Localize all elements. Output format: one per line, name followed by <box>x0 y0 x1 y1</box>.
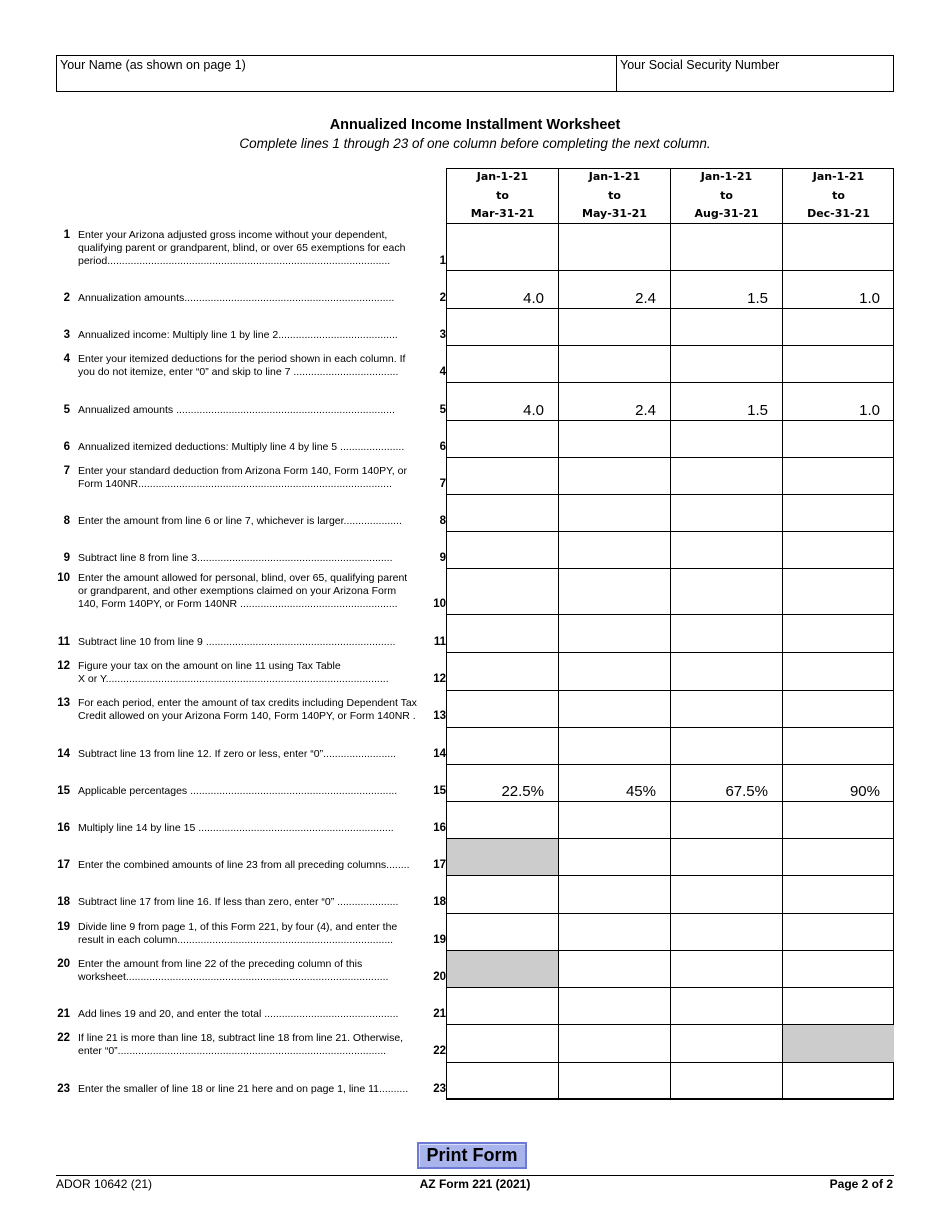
line-description-text: X or Y................................................................................................. <box>78 673 389 685</box>
line-number: 21 <box>57 1008 70 1020</box>
line-number: 14 <box>57 748 70 760</box>
line-description <box>78 1032 426 1058</box>
line-description-text: Enter the smaller of line 18 or line 21 here and on page 1, line 11.......... <box>78 1083 409 1095</box>
line-number: 1 <box>63 229 70 241</box>
worksheet-subtitle: Complete lines 1 through 23 of one column before completing the next column. <box>239 136 711 151</box>
line-19-column-1-cell[interactable] <box>447 914 558 950</box>
line-15-preset-value: 22.5% <box>501 783 544 800</box>
line-description-text: enter “0”............................................................................................ <box>78 1045 387 1057</box>
line-16-input[interactable] <box>671 802 782 838</box>
line-7-input[interactable] <box>559 458 670 494</box>
line-description-text: Subtract line 17 from line 16. If less than zero, enter “0” ..................... <box>78 896 399 908</box>
column-4-end: Dec-31-21 <box>807 207 870 220</box>
line-3-input[interactable] <box>447 309 558 345</box>
line-9-column-4-cell[interactable] <box>783 532 894 568</box>
line-description <box>78 229 426 268</box>
footer-form-name: AZ Form 221 (2021) <box>419 1177 531 1191</box>
line-14-column-1-cell[interactable] <box>447 728 558 764</box>
line-18-column-3-cell[interactable] <box>671 876 782 913</box>
line-number: 7 <box>63 465 70 477</box>
line-7-column-4-cell[interactable] <box>783 458 894 494</box>
line-18-input[interactable] <box>671 876 782 913</box>
line-1-column-2-cell[interactable] <box>559 224 670 270</box>
line-9-input[interactable] <box>671 532 782 568</box>
line-description <box>78 353 426 379</box>
line-16-column-4-cell[interactable] <box>783 802 894 838</box>
line-number: 15 <box>57 785 70 797</box>
line-1-input[interactable] <box>559 224 670 270</box>
line-description-text: or grandparent, and other exemptions claimed on your Arizona Form <box>78 585 397 597</box>
line-number: 8 <box>63 515 70 527</box>
line-18-input[interactable] <box>559 876 670 913</box>
line-3-column-4-cell[interactable] <box>783 309 894 345</box>
line-14-column-4-cell[interactable] <box>783 728 894 764</box>
line-description-text: Annualized itemized deductions: Multiply line 4 by line 5 ...................... <box>78 441 405 453</box>
line-20-input[interactable] <box>559 951 670 987</box>
line-17-column-1-cell <box>447 839 558 875</box>
line-description <box>78 515 426 528</box>
line-19-column-3-cell[interactable] <box>671 914 782 950</box>
line-description-text: Annualized income: Multiply line 1 by line 2......................................... <box>78 329 398 341</box>
line-13-column-4-cell[interactable] <box>783 691 894 727</box>
line-12-column-1-cell[interactable] <box>447 653 558 690</box>
line-14-column-2-cell[interactable] <box>559 728 670 764</box>
line-3-column-2-cell[interactable] <box>559 309 670 345</box>
line-19-column-4-cell[interactable] <box>783 914 894 950</box>
line-13-input[interactable] <box>559 691 670 727</box>
line-description-text: Multiply line 14 by line 15 ................................................................... <box>78 822 394 834</box>
line-23-column-2-cell[interactable] <box>559 1063 670 1099</box>
column-1-start: Jan-1-21 <box>476 170 529 183</box>
line-11-input[interactable] <box>671 615 782 652</box>
line-13-input[interactable] <box>783 691 894 727</box>
column-2-start: Jan-1-21 <box>588 170 641 183</box>
line-7-input[interactable] <box>447 458 558 494</box>
line-number: 12 <box>57 660 70 672</box>
line-19-column-2-cell[interactable] <box>559 914 670 950</box>
line-1-column-1-cell[interactable] <box>447 224 558 270</box>
line-13-column-2-cell[interactable] <box>559 691 670 727</box>
line-23-column-3-cell[interactable] <box>671 1063 782 1099</box>
column-1-to: to <box>496 188 509 202</box>
line-description <box>78 822 426 835</box>
line-description <box>78 329 426 342</box>
line-3-column-3-cell[interactable] <box>671 309 782 345</box>
line-3-column-1-cell[interactable] <box>447 309 558 345</box>
line-10-column-4-cell[interactable] <box>783 569 894 614</box>
line-12-column-4-cell[interactable] <box>783 653 894 690</box>
line-14-input[interactable] <box>447 728 558 764</box>
column-4-to: to <box>832 188 845 202</box>
line-23-input[interactable] <box>447 1063 558 1099</box>
column-3-end: Aug-31-21 <box>694 207 759 220</box>
line-reference-number: 5 <box>439 404 446 416</box>
line-11-input[interactable] <box>447 615 558 652</box>
line-description <box>78 748 426 761</box>
line-number: 6 <box>63 441 70 453</box>
line-16-input[interactable] <box>559 802 670 838</box>
line-23-column-4-cell[interactable] <box>783 1063 894 1099</box>
line-description-text: Credit allowed on your Arizona Form 140, Form 140PY, or Form 140NR . <box>78 710 416 722</box>
line-number: 23 <box>57 1083 70 1095</box>
line-15-preset-value: 90% <box>849 783 880 800</box>
line-number: 22 <box>57 1032 70 1044</box>
line-5-preset-value: 1.0 <box>859 402 880 419</box>
line-8-column-4-cell[interactable] <box>783 495 894 531</box>
line-number: 5 <box>63 404 70 416</box>
line-reference-number: 15 <box>433 785 446 797</box>
ssn-label: Your Social Security Number <box>620 58 780 72</box>
line-21-input[interactable] <box>559 988 670 1024</box>
line-description <box>78 465 426 491</box>
line-description <box>78 697 426 723</box>
line-23-column-1-cell[interactable] <box>447 1063 558 1099</box>
line-number: 20 <box>57 958 70 970</box>
line-description-text: Enter your itemized deductions for the period shown in each column. If <box>78 353 406 365</box>
line-6-column-3-cell[interactable] <box>671 421 782 457</box>
line-11-column-4-cell[interactable] <box>783 615 894 652</box>
line-7-input[interactable] <box>783 458 894 494</box>
line-description-text: worksheet.......................................................................................... <box>78 971 389 983</box>
line-4-input[interactable] <box>447 346 558 382</box>
line-21-input[interactable] <box>671 988 782 1024</box>
line-description <box>78 441 426 454</box>
line-1-input[interactable] <box>671 224 782 270</box>
line-17-column-2-cell[interactable] <box>559 839 670 875</box>
line-10-column-1-cell[interactable] <box>447 569 558 614</box>
line-number: 10 <box>57 572 70 584</box>
line-description-text: Enter the combined amounts of line 23 from all preceding columns........ <box>78 859 410 871</box>
line-8-column-3-cell[interactable] <box>671 495 782 531</box>
line-9-input[interactable] <box>559 532 670 568</box>
line-12-input[interactable] <box>783 653 894 690</box>
line-10-column-2-cell[interactable] <box>559 569 670 614</box>
line-10-input[interactable] <box>559 569 670 614</box>
line-description-text: qualifying parent or grandparent, blind, or over 65 exemptions for each <box>78 242 406 254</box>
line-22-input[interactable] <box>447 1025 558 1062</box>
column-1-end: Mar-31-21 <box>470 207 535 220</box>
line-6-input[interactable] <box>559 421 670 457</box>
line-13-column-3-cell[interactable] <box>671 691 782 727</box>
line-16-column-3-cell[interactable] <box>671 802 782 838</box>
line-7-column-3-cell[interactable] <box>671 458 782 494</box>
line-10-input[interactable] <box>783 569 894 614</box>
line-10-input[interactable] <box>671 569 782 614</box>
line-10-input[interactable] <box>447 569 558 614</box>
line-16-input[interactable] <box>783 802 894 838</box>
name-input[interactable] <box>60 73 613 90</box>
line-22-input[interactable] <box>671 1025 782 1062</box>
line-reference-number: 23 <box>433 1083 446 1095</box>
column-3-start: Jan-1-21 <box>700 170 753 183</box>
column-3-to: to <box>720 188 733 202</box>
line-17-input[interactable] <box>559 839 670 875</box>
line-4-column-3-cell[interactable] <box>671 346 782 382</box>
header-boxes <box>56 55 894 92</box>
footer-rule <box>56 1175 894 1176</box>
line-description-text: Enter your Arizona adjusted gross income without your dependent, <box>78 229 388 241</box>
line-number: 19 <box>57 921 70 933</box>
line-17-input[interactable] <box>783 839 894 875</box>
line-3-input[interactable] <box>559 309 670 345</box>
line-13-input[interactable] <box>447 691 558 727</box>
line-reference-number: 12 <box>433 673 446 685</box>
line-description <box>78 1008 426 1021</box>
line-reference-number: 22 <box>433 1045 446 1057</box>
line-number: 2 <box>63 292 70 304</box>
line-description-text: If line 21 is more than line 18, subtract line 18 from line 21. Otherwise, <box>78 1032 404 1044</box>
line-reference-number: 1 <box>439 255 446 267</box>
line-21-input[interactable] <box>783 988 894 1024</box>
line-description <box>78 552 426 565</box>
line-description-text: Subtract line 13 from line 12. If zero or less, enter “0”......................... <box>78 748 397 760</box>
line-11-input[interactable] <box>783 615 894 652</box>
line-description-text: Subtract line 8 from line 3................................................................... <box>78 552 393 564</box>
line-16-column-1-cell[interactable] <box>447 802 558 838</box>
line-number: 13 <box>57 697 70 709</box>
line-6-input[interactable] <box>671 421 782 457</box>
line-18-input[interactable] <box>447 876 558 913</box>
line-6-input[interactable] <box>447 421 558 457</box>
line-21-column-2-cell[interactable] <box>559 988 670 1024</box>
line-number: 18 <box>57 896 70 908</box>
line-22-column-2-cell[interactable] <box>559 1025 670 1062</box>
line-9-input[interactable] <box>447 532 558 568</box>
row-divider <box>446 1099 894 1100</box>
line-description <box>78 785 426 798</box>
line-9-input[interactable] <box>783 532 894 568</box>
line-20-input[interactable] <box>783 951 894 987</box>
line-description-text: Enter your standard deduction from Arizona Form 140, Form 140PY, or <box>78 465 407 477</box>
line-4-column-1-cell[interactable] <box>447 346 558 382</box>
line-description-text: period................................................................................................. <box>78 255 391 267</box>
line-reference-number: 16 <box>433 822 446 834</box>
line-8-input[interactable] <box>559 495 670 531</box>
line-12-column-2-cell[interactable] <box>559 653 670 690</box>
name-label: Your Name (as shown on page 1) <box>60 58 246 72</box>
line-8-input[interactable] <box>447 495 558 531</box>
line-14-input[interactable] <box>671 728 782 764</box>
line-number: 4 <box>63 353 70 365</box>
footer-page-number: Page 2 of 2 <box>829 1177 893 1191</box>
line-6-column-1-cell[interactable] <box>447 421 558 457</box>
line-description-text: 140, Form 140PY, or Form 140NR ...................................................... <box>78 598 398 610</box>
worksheet-title: Annualized Income Installment Worksheet <box>329 117 621 133</box>
line-reference-number: 2 <box>439 292 446 304</box>
line-description-text: For each period, enter the amount of tax credits including Dependent Tax <box>78 697 417 709</box>
line-12-input[interactable] <box>447 653 558 690</box>
line-8-input[interactable] <box>783 495 894 531</box>
line-description <box>78 921 426 947</box>
line-23-input[interactable] <box>671 1063 782 1099</box>
line-1-column-3-cell[interactable] <box>671 224 782 270</box>
line-22-column-3-cell[interactable] <box>671 1025 782 1062</box>
line-reference-number: 21 <box>433 1008 446 1020</box>
line-17-input[interactable] <box>671 839 782 875</box>
line-description-text: Form 140NR....................................................................................... <box>78 478 392 490</box>
line-3-input[interactable] <box>783 309 894 345</box>
line-15-preset-value: 45% <box>625 783 656 800</box>
line-4-input[interactable] <box>783 346 894 382</box>
line-13-column-1-cell[interactable] <box>447 691 558 727</box>
line-description <box>78 572 426 611</box>
line-reference-number: 10 <box>433 598 446 610</box>
line-reference-number: 7 <box>439 478 446 490</box>
line-1-input[interactable] <box>783 224 894 270</box>
line-reference-number: 20 <box>433 971 446 983</box>
line-number: 9 <box>63 552 70 564</box>
line-11-input[interactable] <box>559 615 670 652</box>
line-11-column-1-cell[interactable] <box>447 615 558 652</box>
line-1-column-4-cell[interactable] <box>783 224 894 270</box>
line-18-column-2-cell[interactable] <box>559 876 670 913</box>
line-14-column-3-cell[interactable] <box>671 728 782 764</box>
line-15-preset-value: 67.5% <box>725 783 768 800</box>
line-7-input[interactable] <box>671 458 782 494</box>
line-2-preset-value: 1.5 <box>747 290 768 307</box>
column-2-end: May-31-21 <box>582 207 647 220</box>
line-20-column-4-cell[interactable] <box>783 951 894 987</box>
line-reference-number: 11 <box>433 636 446 648</box>
print-form-button[interactable]: Print Form <box>417 1142 527 1169</box>
line-7-column-2-cell[interactable] <box>559 458 670 494</box>
line-description <box>78 404 426 417</box>
line-12-column-3-cell[interactable] <box>671 653 782 690</box>
line-2-preset-value: 2.4 <box>635 290 656 307</box>
line-description-text: you do not itemize, enter “0” and skip to line 7 .................................... <box>78 366 399 378</box>
line-6-column-2-cell[interactable] <box>559 421 670 457</box>
line-description-text: Divide line 9 from page 1, of this Form 221, by four (4), and enter the <box>78 921 398 933</box>
line-17-column-3-cell[interactable] <box>671 839 782 875</box>
line-reference-number: 13 <box>433 710 446 722</box>
footer-form-id: ADOR 10642 (21) <box>56 1177 153 1191</box>
line-22-input[interactable] <box>559 1025 670 1062</box>
column-2-to: to <box>608 188 621 202</box>
line-19-input[interactable] <box>447 914 558 950</box>
ssn-input[interactable] <box>620 73 890 90</box>
line-reference-number: 6 <box>439 441 446 453</box>
line-22-column-1-cell[interactable] <box>447 1025 558 1062</box>
line-23-input[interactable] <box>783 1063 894 1099</box>
line-19-input[interactable] <box>671 914 782 950</box>
line-14-input[interactable] <box>783 728 894 764</box>
line-8-column-2-cell[interactable] <box>559 495 670 531</box>
line-8-column-1-cell[interactable] <box>447 495 558 531</box>
line-description-text: Add lines 19 and 20, and enter the total .............................................. <box>78 1008 399 1020</box>
line-description-text: Enter the amount allowed for personal, blind, over 65, qualifying parent <box>78 572 408 584</box>
line-23-input[interactable] <box>559 1063 670 1099</box>
line-4-input[interactable] <box>559 346 670 382</box>
line-14-input[interactable] <box>559 728 670 764</box>
line-12-input[interactable] <box>559 653 670 690</box>
line-5-preset-value: 2.4 <box>635 402 656 419</box>
line-18-column-1-cell[interactable] <box>447 876 558 913</box>
line-18-input[interactable] <box>783 876 894 913</box>
line-description-text: Enter the amount from line 22 of the preceding column of this <box>78 958 363 970</box>
line-description <box>78 636 426 649</box>
line-reference-number: 17 <box>433 859 446 871</box>
line-description <box>78 292 426 305</box>
ssn-box <box>617 56 893 91</box>
line-description <box>78 958 426 984</box>
line-12-input[interactable] <box>671 653 782 690</box>
line-description-text: Enter the amount from line 6 or line 7, whichever is larger.................... <box>78 515 402 527</box>
line-4-column-2-cell[interactable] <box>559 346 670 382</box>
line-5-preset-value: 4.0 <box>523 402 544 419</box>
line-9-column-2-cell[interactable] <box>559 532 670 568</box>
line-2-preset-value: 1.0 <box>859 290 880 307</box>
line-2-preset-value: 4.0 <box>523 290 544 307</box>
line-20-column-1-cell <box>447 951 558 987</box>
line-description-text: Annualization amounts........................................................................ <box>78 292 395 304</box>
line-description-text: Applicable percentages ....................................................................... <box>78 785 398 797</box>
line-description <box>78 896 426 909</box>
line-reference-number: 14 <box>433 748 446 760</box>
line-11-column-3-cell[interactable] <box>671 615 782 652</box>
line-9-column-1-cell[interactable] <box>447 532 558 568</box>
name-box <box>57 56 617 91</box>
line-reference-number: 3 <box>439 329 446 341</box>
line-10-column-3-cell[interactable] <box>671 569 782 614</box>
line-21-input[interactable] <box>447 988 558 1024</box>
line-20-column-3-cell[interactable] <box>671 951 782 987</box>
line-3-input[interactable] <box>671 309 782 345</box>
line-16-column-2-cell[interactable] <box>559 802 670 838</box>
line-description-text: result in each column.......................................................................... <box>78 934 394 946</box>
column-4-start: Jan-1-21 <box>812 170 865 183</box>
line-4-input[interactable] <box>671 346 782 382</box>
line-11-column-2-cell[interactable] <box>559 615 670 652</box>
line-reference-number: 9 <box>439 552 446 564</box>
line-21-column-3-cell[interactable] <box>671 988 782 1024</box>
line-1-input[interactable] <box>447 224 558 270</box>
line-22-column-4-cell <box>783 1025 894 1062</box>
line-16-input[interactable] <box>447 802 558 838</box>
line-number: 3 <box>63 329 70 341</box>
line-13-input[interactable] <box>671 691 782 727</box>
line-6-column-4-cell[interactable] <box>783 421 894 457</box>
line-8-input[interactable] <box>671 495 782 531</box>
line-number: 16 <box>57 822 70 834</box>
line-20-column-2-cell[interactable] <box>559 951 670 987</box>
line-4-column-4-cell[interactable] <box>783 346 894 382</box>
line-7-column-1-cell[interactable] <box>447 458 558 494</box>
line-description <box>78 859 426 872</box>
line-reference-number: 19 <box>433 934 446 946</box>
line-description-text: Subtract line 10 from line 9 ................................................................. <box>78 636 396 648</box>
line-18-column-4-cell[interactable] <box>783 876 894 913</box>
line-description <box>78 660 426 686</box>
line-17-column-4-cell[interactable] <box>783 839 894 875</box>
line-description-text: Figure your tax on the amount on line 11 using Tax Table <box>78 660 341 672</box>
line-6-input[interactable] <box>783 421 894 457</box>
line-5-preset-value: 1.5 <box>747 402 768 419</box>
line-description <box>78 1083 426 1096</box>
line-21-column-4-cell[interactable] <box>783 988 894 1024</box>
line-number: 11 <box>57 636 70 648</box>
line-reference-number: 18 <box>433 896 446 908</box>
line-description-text: Annualized amounts ........................................................................... <box>78 404 395 416</box>
line-21-column-1-cell[interactable] <box>447 988 558 1024</box>
line-reference-number: 4 <box>439 366 446 378</box>
line-20-input[interactable] <box>671 951 782 987</box>
line-19-input[interactable] <box>559 914 670 950</box>
line-number: 17 <box>57 859 70 871</box>
line-9-column-3-cell[interactable] <box>671 532 782 568</box>
line-19-input[interactable] <box>783 914 894 950</box>
line-reference-number: 8 <box>439 515 446 527</box>
